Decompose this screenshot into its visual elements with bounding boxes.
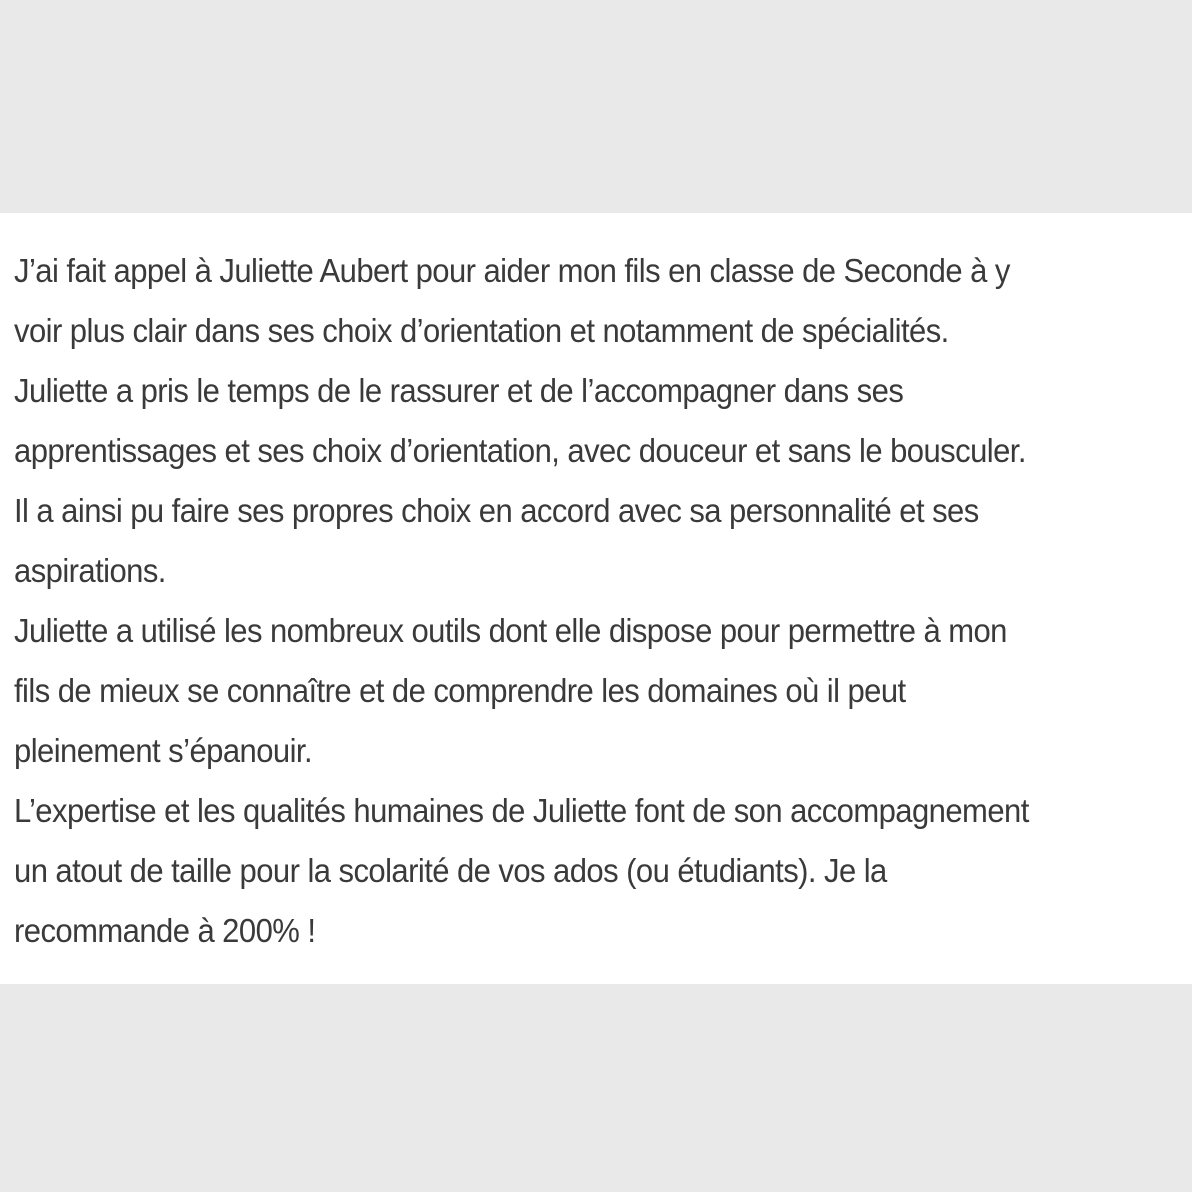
review-text [14, 241, 1114, 961]
review-line: J’ai fait appel à Juliette Aubert pour aider mon fils en classe de Seconde à y [14, 252, 1010, 289]
review-line: Juliette a utilisé les nombreux outils dont elle dispose pour permettre à mon [14, 612, 1007, 649]
review-line: un atout de taille pour la scolarité de vos ados (ou étudiants). Je la [14, 852, 887, 889]
review-line: pleinement s’épanouir. [14, 732, 313, 769]
review-line: recommande à 200% ! [14, 912, 316, 949]
review-line: L’expertise et les qualités humaines de Juliette font de son accompagnement [14, 792, 1029, 829]
review-line: apprentissages et ses choix d’orientation, avec douceur et sans le bousculer. [14, 432, 1026, 469]
review-line: fils de mieux se connaître et de comprendre les domaines où il peut [14, 672, 906, 709]
review-line: Juliette a pris le temps de le rassurer et de l’accompagner dans ses [14, 372, 904, 409]
review-line: aspirations. [14, 552, 166, 589]
review-line: Il a ainsi pu faire ses propres choix en accord avec sa personnalité et ses [14, 492, 979, 529]
review-line: voir plus clair dans ses choix d’orientation et notamment de spécialités. [14, 312, 949, 349]
review-card [0, 213, 1192, 984]
